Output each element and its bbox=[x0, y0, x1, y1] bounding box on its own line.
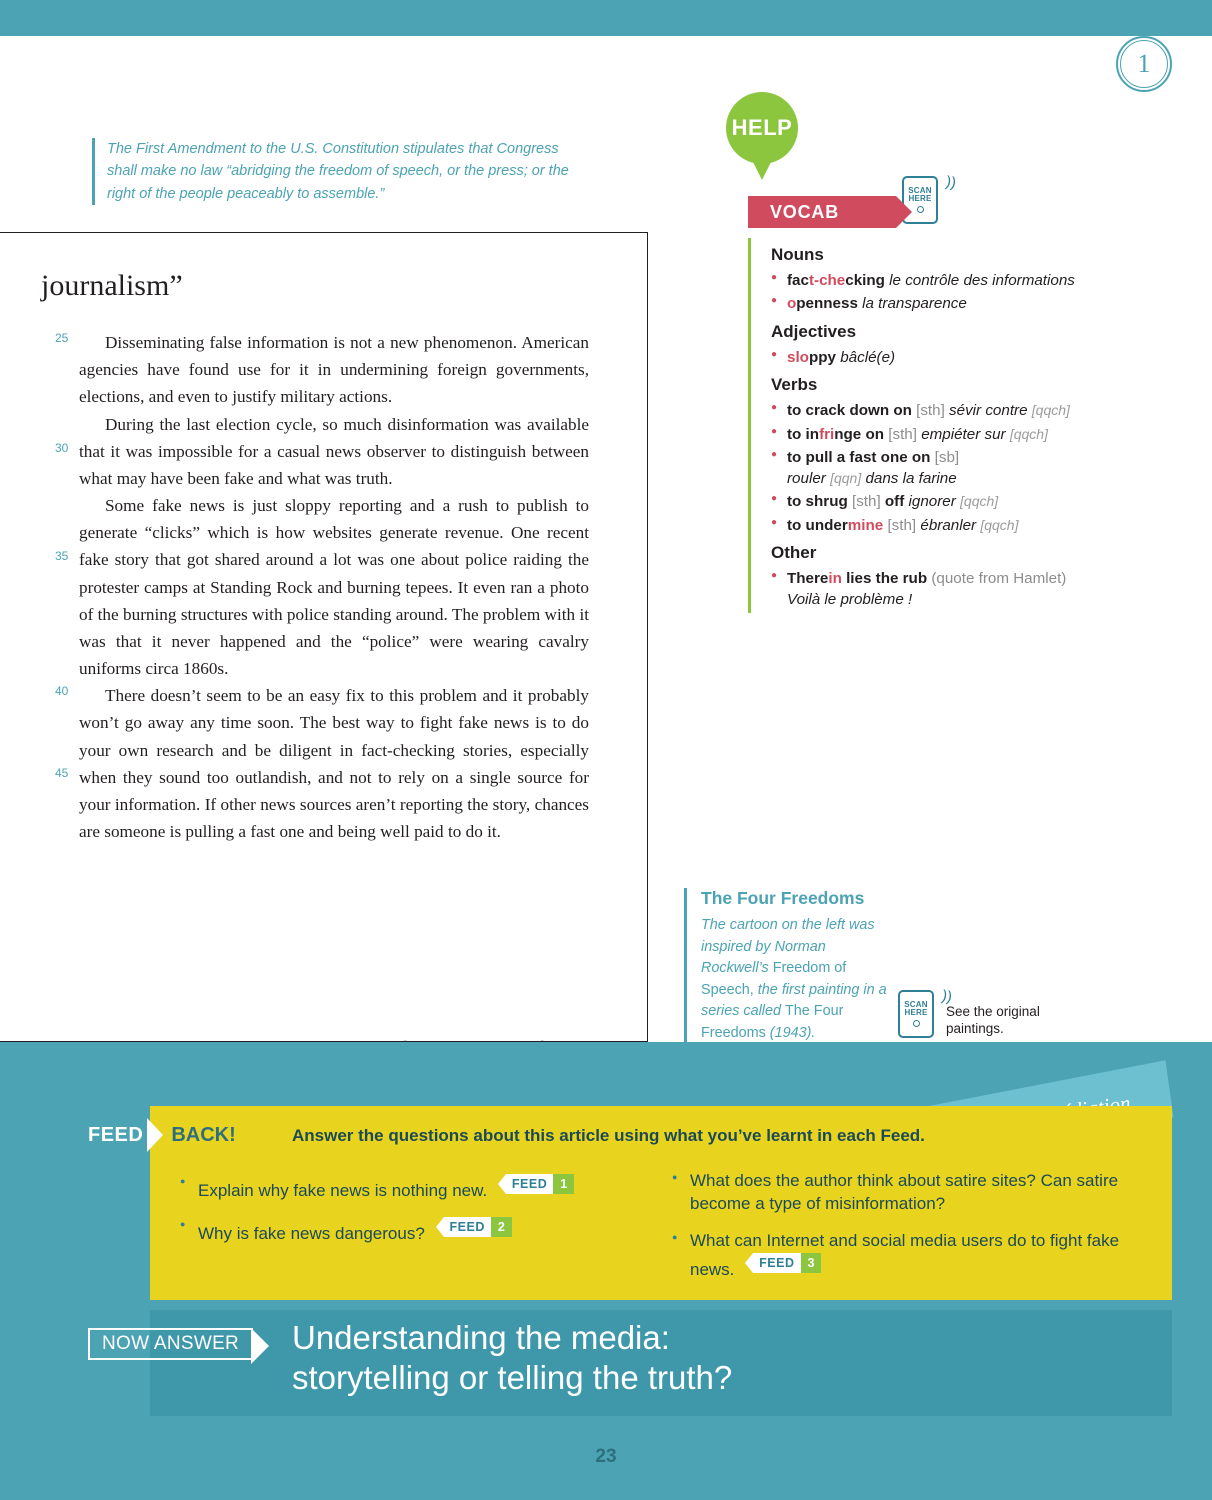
now-answer-line2: storytelling or telling the truth? bbox=[292, 1358, 733, 1396]
feedback-tag bbox=[88, 1118, 236, 1152]
entry-en-hl: t-che bbox=[808, 271, 846, 289]
feedback-questions-left bbox=[180, 1174, 650, 1260]
vocab-title: VOCAB bbox=[770, 201, 840, 222]
see-original-paintings-label: See the original paintings. bbox=[946, 1004, 1040, 1036]
wifi-waves-icon: )) bbox=[940, 987, 954, 1006]
line-number: 35 bbox=[55, 549, 69, 564]
ff-part: The cartoon on the left was inspired by Norman Rockwell’s bbox=[701, 917, 875, 977]
feed-chip[interactable] bbox=[745, 1253, 821, 1273]
entry-fr: Voilà le problème ! bbox=[787, 590, 913, 608]
article-paragraph bbox=[55, 329, 589, 411]
four-freedoms-text bbox=[701, 915, 894, 1045]
feed-chip[interactable] bbox=[498, 1174, 574, 1194]
entry-note: (quote from Hamlet) bbox=[931, 570, 1067, 588]
chip-label: FEED bbox=[753, 1253, 800, 1273]
entry-fr-gray: [qqch] bbox=[960, 493, 999, 510]
entry-en-hl: fri bbox=[819, 425, 835, 443]
feedback-questions-right bbox=[672, 1170, 1142, 1296]
chip-number: 1 bbox=[553, 1174, 574, 1194]
feedback-instructions: Answer the questions about this article using what you’ve learnt in each Feed. bbox=[292, 1126, 925, 1145]
ff-part: (1943). bbox=[769, 1025, 816, 1042]
vocab-entry bbox=[771, 401, 1148, 422]
entry-bracket: [sb] bbox=[934, 449, 960, 467]
feed-chip[interactable] bbox=[436, 1217, 512, 1237]
help-pin-tail bbox=[749, 154, 775, 180]
list-item bbox=[180, 1217, 650, 1246]
feedback-tag-feed: FEED bbox=[88, 1123, 144, 1146]
page-number: 23 bbox=[595, 1446, 617, 1467]
paragraph-text: Some fake news is just sloppy reporting and a rush to publish to generate “clicks” which is how websites generate revenue. One recent fake story that got shared around a lot was one about police raiding the protester camps at Standing Rock and burning tepees. It even ran a photo of the burning structures with police standing around. The problem with it was that it never happened and the “police” were wearing cavalry uniforms circa 1860s. bbox=[79, 496, 589, 679]
article-body bbox=[55, 329, 589, 845]
vocab-entry bbox=[771, 569, 1148, 610]
entry-fr: le contrôle des informations bbox=[889, 271, 1075, 289]
entry-bracket: [sth] bbox=[916, 402, 945, 420]
vocab-list-verbs bbox=[771, 401, 1148, 536]
question-text: What does the author think about satire sites? Can satire become a type of misinformation? bbox=[690, 1171, 1119, 1213]
four-freedoms-note bbox=[684, 888, 894, 1045]
vocab-section-heading: Other bbox=[771, 543, 817, 563]
vocab-list-adjectives bbox=[771, 348, 1148, 369]
four-freedoms-title: The Four Freedoms bbox=[701, 888, 865, 908]
vocab-body bbox=[748, 238, 1148, 613]
entry-fr: ignorer bbox=[908, 493, 956, 511]
question-list-right bbox=[672, 1170, 1142, 1282]
entry-fr-tail: dans la farine bbox=[865, 469, 957, 487]
entry-en-b: penness bbox=[796, 295, 858, 313]
entry-fr: rouler bbox=[787, 469, 826, 487]
chip-arrow-icon bbox=[745, 1253, 753, 1273]
first-amendment-quote: The First Amendment to the U.S. Constitution stipulates that Congress shall make no law “abridging the freedom of speech, or the press; or the right of the people peaceably to assemble.” bbox=[92, 138, 592, 205]
smartphone-icon bbox=[898, 990, 934, 1038]
ff-part: The Four Freedoms bbox=[701, 1003, 844, 1042]
entry-fr: empiéter sur bbox=[921, 425, 1006, 443]
entry-bracket: [sth] bbox=[888, 425, 917, 443]
entry-en-hl: slo bbox=[787, 348, 809, 366]
entry-fr-gray: [qqch] bbox=[980, 516, 1019, 533]
list-item bbox=[672, 1170, 1142, 1216]
ff-part: Freedom of Speech, bbox=[701, 960, 847, 998]
entry-en-hl: o bbox=[787, 295, 797, 313]
scan-line1: SCAN bbox=[908, 185, 932, 195]
vocab-entry bbox=[771, 516, 1148, 537]
scan-line2: HERE bbox=[908, 194, 932, 203]
paragraph-text: Disseminating false information is not a new phenomenon. American agencies have found use for it in undermining foreign governments, elections, and even to justify military actions. bbox=[79, 333, 589, 407]
top-decorative-band bbox=[0, 0, 1212, 36]
entry-bracket: [sth] bbox=[851, 493, 881, 511]
vocab-section-heading: Adjectives bbox=[771, 321, 857, 341]
entry-fr-gray: [qqch] bbox=[1009, 425, 1048, 442]
entry-en-a: to shrug bbox=[787, 493, 852, 511]
entry-fr-gray: [qqn] bbox=[830, 469, 862, 486]
chip-arrow-icon bbox=[498, 1174, 506, 1194]
entry-fr: la transparence bbox=[862, 295, 967, 313]
vocab-entry bbox=[771, 294, 1148, 315]
feedback-tag-back: BACK! bbox=[171, 1123, 236, 1146]
vocab-entry bbox=[771, 492, 1148, 513]
entry-en-b: cking bbox=[845, 271, 885, 289]
question-list-left bbox=[180, 1174, 650, 1246]
question-text: Why is fake news dangerous? bbox=[198, 1223, 425, 1243]
entry-en-a: to pull a fast one on bbox=[787, 449, 935, 467]
scan-here-badge-paintings[interactable] bbox=[898, 987, 954, 1042]
vocab-entry bbox=[771, 348, 1148, 369]
page-section-label: Citoyenneté et mondes virtuels bbox=[516, 1470, 696, 1485]
entry-fr: sévir contre bbox=[949, 402, 1028, 420]
scan-line1: SCAN bbox=[904, 999, 928, 1009]
help-label: HELP bbox=[726, 92, 798, 164]
line-number: 25 bbox=[55, 331, 69, 345]
scan-line2: HERE bbox=[904, 1008, 928, 1017]
entry-fr: ébranler bbox=[920, 516, 977, 534]
entry-bracket: [sth] bbox=[887, 516, 917, 534]
entry-en-b: off bbox=[884, 493, 909, 511]
chip-label: FEED bbox=[444, 1217, 491, 1237]
line-number: 45 bbox=[55, 766, 69, 781]
chip-label: FEED bbox=[506, 1174, 553, 1194]
entry-fr: bâclé(e) bbox=[840, 348, 896, 366]
entry-en-a: to crack down on bbox=[787, 402, 917, 420]
scan-dot-icon bbox=[917, 206, 924, 213]
unit-number: 1 bbox=[1137, 49, 1151, 78]
unit-number-badge bbox=[1116, 36, 1172, 92]
wifi-waves-icon: )) bbox=[944, 173, 958, 192]
article-title: journalism” bbox=[41, 269, 183, 302]
entry-fr-gray: [qqch] bbox=[1031, 402, 1070, 419]
list-item bbox=[180, 1174, 650, 1203]
entry-en-a: to under bbox=[787, 516, 848, 534]
chip-number: 2 bbox=[491, 1217, 512, 1237]
arrow-right-icon bbox=[147, 1118, 163, 1152]
vocab-entry bbox=[771, 425, 1148, 446]
now-answer-question bbox=[292, 1318, 1112, 1397]
article-paragraph bbox=[55, 492, 589, 682]
article-paragraph bbox=[55, 411, 589, 493]
scan-dot-icon bbox=[913, 1020, 920, 1027]
ff-part: the first painting in a series called bbox=[701, 981, 887, 1020]
chip-arrow-icon bbox=[436, 1217, 444, 1237]
entry-en-a: There bbox=[787, 570, 829, 588]
paragraph-text: There doesn’t seem to be an easy fix to this problem and it probably won’t go away any time soon. The best way to fight fake news is to do your own research and be diligent in fact-checking stories, especially when they sound too outlandish, and not to rely on a single source for your information. If other news sources aren’t reporting the story, chances are someone is pulling a fast one and being well paid to do it. bbox=[79, 686, 589, 842]
vocab-header bbox=[748, 196, 896, 228]
now-answer-line1: Understanding the media: bbox=[292, 1319, 670, 1356]
entry-en-hl: in bbox=[828, 570, 842, 588]
entry-en-hl: mine bbox=[847, 516, 884, 534]
entry-en-b: lies the rub bbox=[841, 570, 932, 588]
entry-en-a: to in bbox=[787, 425, 820, 443]
paragraph-text: During the last election cycle, so much disinformation was available that it was impossible for a casual news observer to distinguish between what may have been fake and what was truth. bbox=[79, 414, 589, 488]
entry-en-a: fac bbox=[787, 271, 809, 289]
line-number: 40 bbox=[55, 684, 69, 699]
vocab-section-heading: Verbs bbox=[771, 375, 818, 395]
now-answer-tag: NOW ANSWER bbox=[88, 1328, 253, 1360]
question-text: Explain why fake news is nothing new. bbox=[198, 1181, 488, 1200]
question-text: What can Internet and social media users do to fight fake news. bbox=[690, 1230, 1120, 1279]
vocab-list-other bbox=[771, 569, 1148, 610]
vocab-entry bbox=[771, 271, 1148, 292]
vocab-entry bbox=[771, 448, 1148, 489]
vocab-section-heading: Nouns bbox=[771, 245, 824, 264]
entry-en-b: nge on bbox=[834, 425, 889, 443]
line-number: 30 bbox=[55, 440, 69, 455]
chip-number: 3 bbox=[801, 1253, 822, 1273]
list-item bbox=[672, 1230, 1142, 1282]
article-paragraph bbox=[55, 682, 589, 845]
help-pin bbox=[726, 92, 798, 182]
entry-en-b: ppy bbox=[808, 348, 836, 366]
article-card bbox=[0, 232, 648, 1042]
vocab-list-nouns bbox=[771, 271, 1148, 315]
